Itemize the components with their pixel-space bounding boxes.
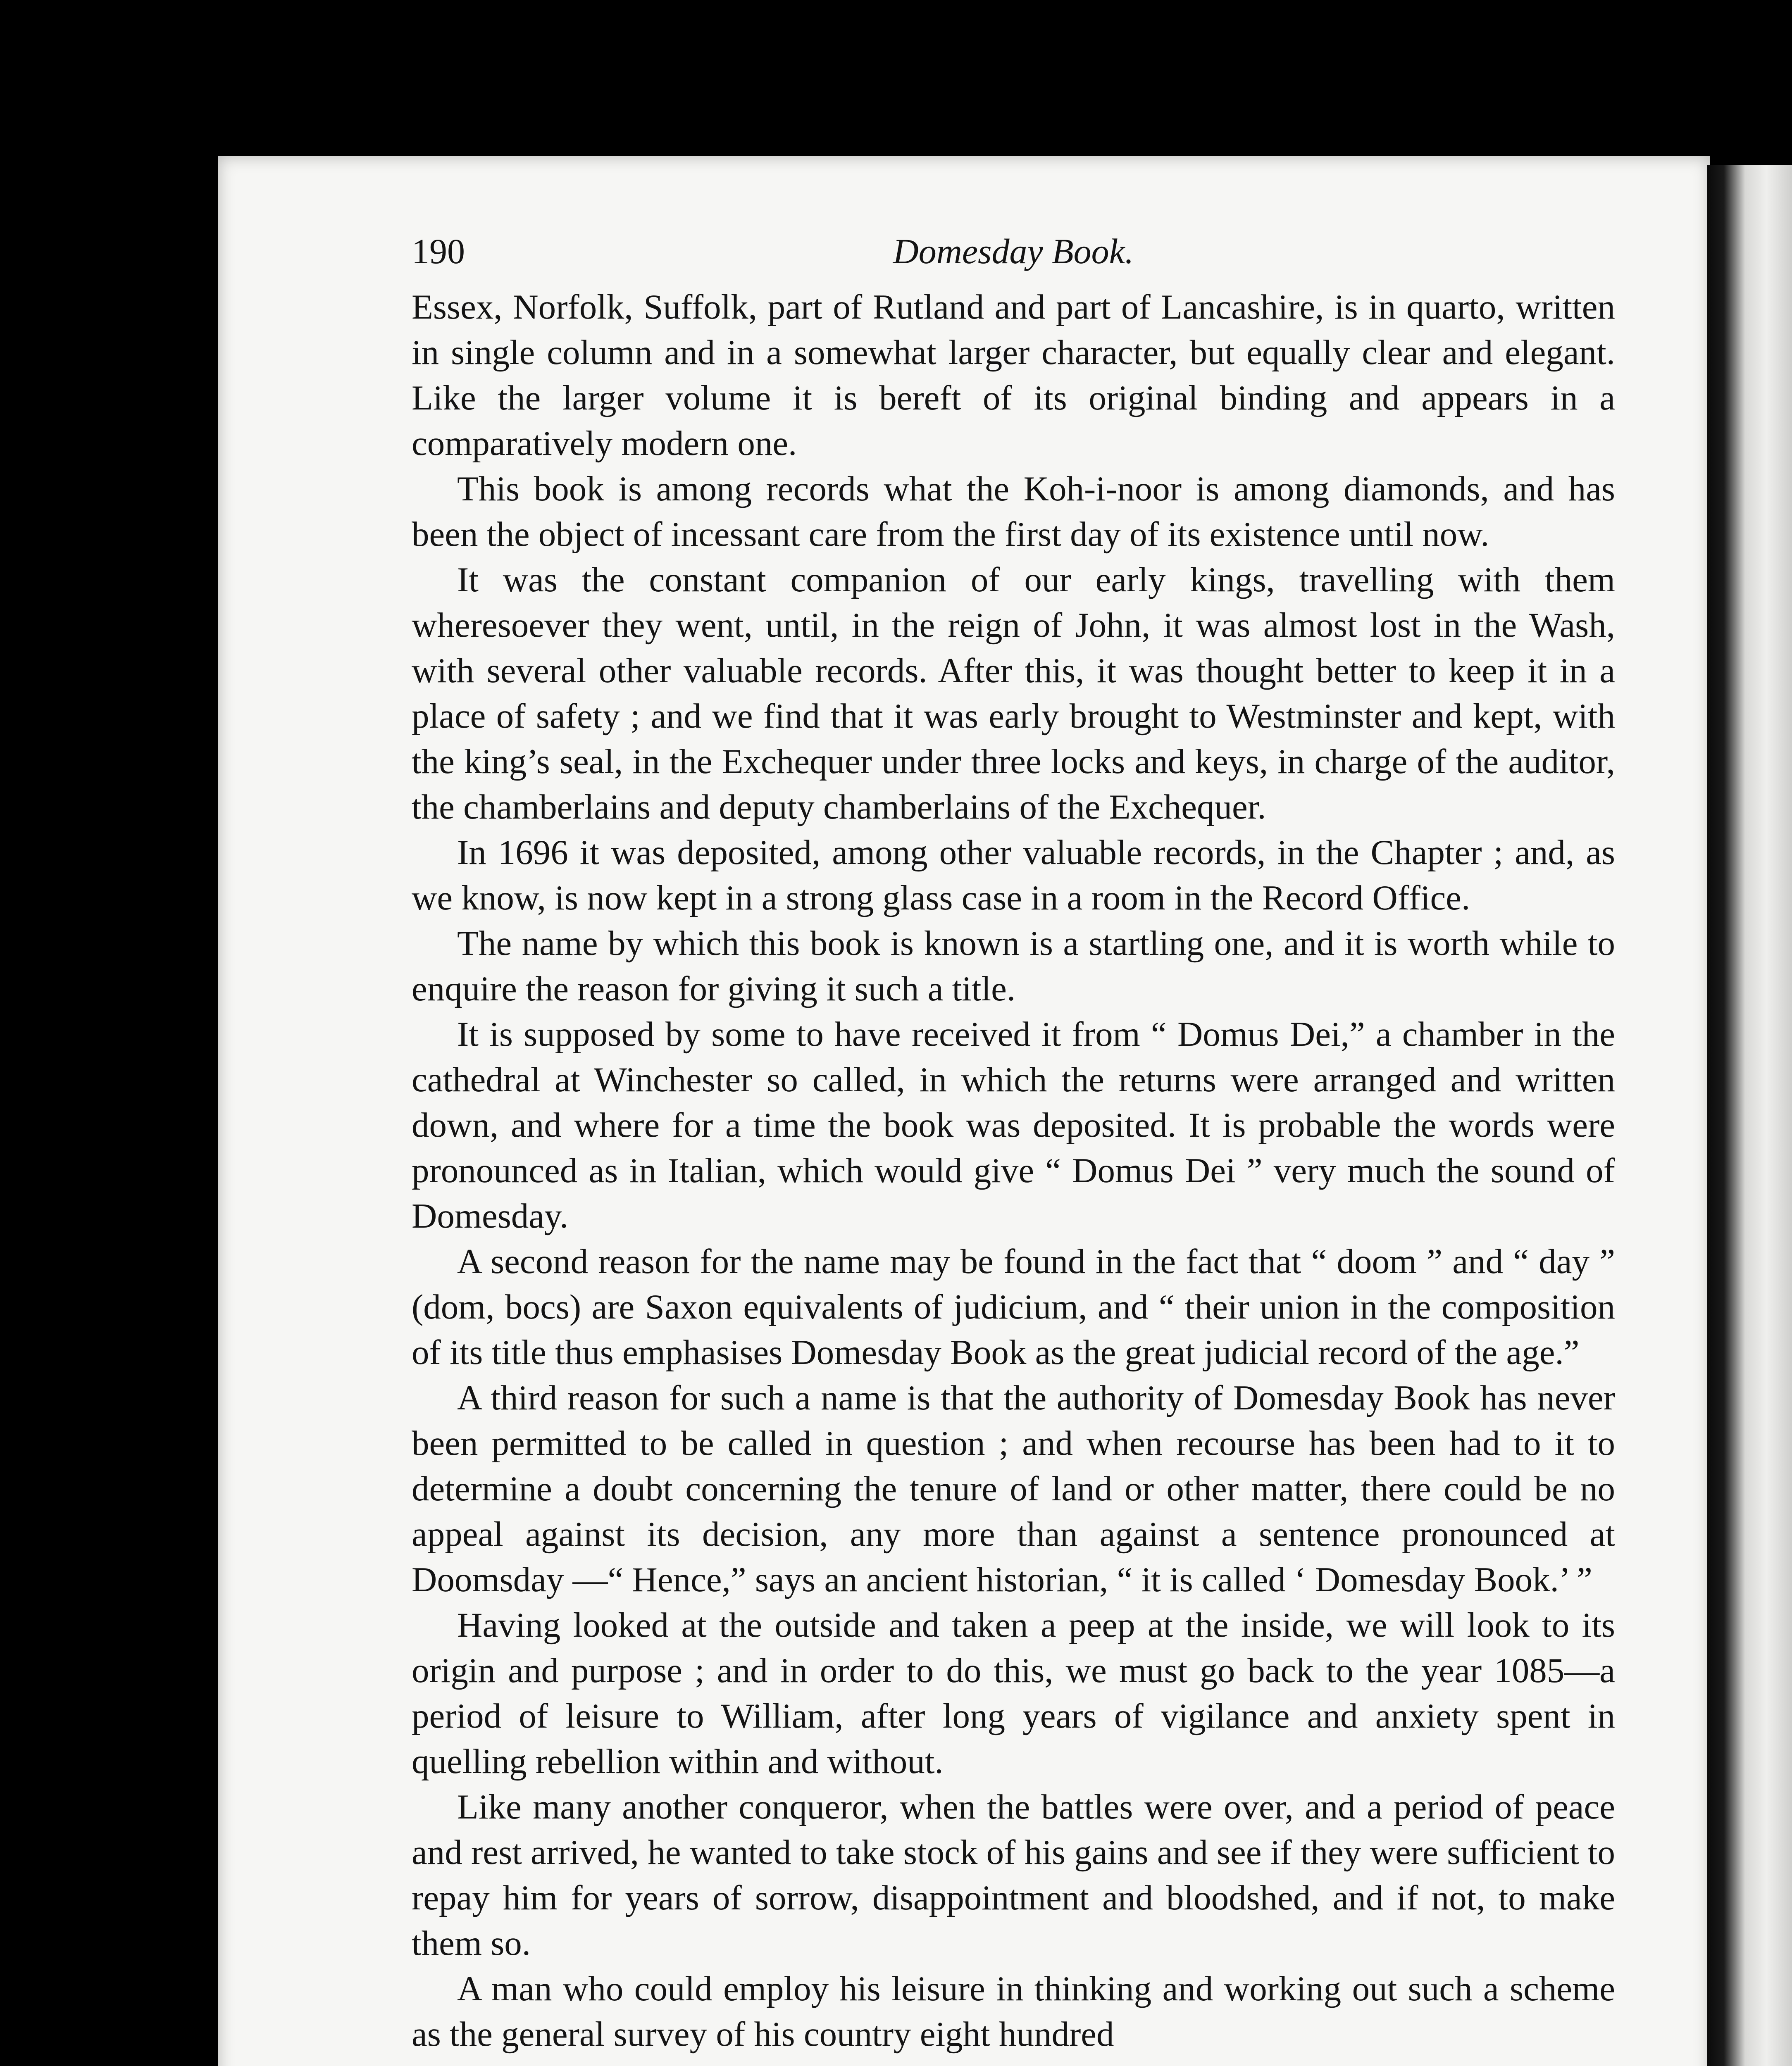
running-head <box>412 218 1615 284</box>
text-block <box>412 218 1615 2057</box>
paragraph-7: A second reason for the name may be found in the fact that “ doom ” and “ day ” (dom, bocs) are Saxon equivalents of judicium, and “ their union in the composition of its title thus emphasises Domesday Book as the great judicial record of the age.” <box>412 1242 1615 1372</box>
paragraph-6: It is supposed by some to have received it from “ Domus Dei,” a chamber in the cathedral at Winchester so called, in which the returns were arranged and written down, and where for a time the book was deposited. It is probable the words were pronounced as in Italian, which would give “ Domus Dei ” very much the sound of Domesday. <box>412 1015 1615 1235</box>
running-title: Domesday Book. <box>893 231 1134 271</box>
paragraph-5: The name by which this book is known is a startling one, and it is worth while to enquire the reason for giving it such a title. <box>412 924 1615 1008</box>
paragraph-3: It was the constant companion of our early kings, travelling with them wheresoever they went, until, in the reign of John, it was almost lost in the Wash, with several other valuable records. After this, it was thought better to keep it in a place of safety ; and we find that it was early brought to Westminster and kept, with the king’s seal, in the Exchequer under three locks and keys, in charge of the auditor, the chamberlains and deputy chamberlains of the Exchequer. <box>412 560 1615 826</box>
book-page <box>218 156 1710 2066</box>
paragraph-10: Like many another conqueror, when the battles were over, and a period of peace and rest arrived, he wanted to take stock of his gains and see if they were sufficient to repay him for years of sorrow, disappointment and bloodshed, and if not, to make them so. <box>412 1788 1615 1963</box>
paragraph-1: Essex, Norfolk, Suffolk, part of Rutland and part of Lancashire, is in quarto, written in single column and in a somewhat larger character, but equally clear and elegant. Like the larger volume it is bereft of its original binding and appears in a comparatively modern one. <box>412 288 1615 463</box>
paragraph-8: A third reason for such a name is that the authority of Domesday Book has never been permitted to be called in question ; and when recourse has been had to it to determine a doubt concerning the tenure of land or other matter, there could be no appeal against its decision, any more than against a sentence pronounced at Doomsday —“ Hence,” says an ancient historian, “ it is called ‘ Domesday Book.’ ” <box>412 1378 1615 1599</box>
paragraph-9: Having looked at the outside and taken a peep at the inside, we will look to its origin and purpose ; and in order to do this, we must go back to the year 1085—a period of leisure to William, after long years of vigilance and anxiety spent in quelling rebellion within and without. <box>412 1606 1615 1781</box>
paragraph-4: In 1696 it was deposited, among other valuable records, in the Chapter ; and, as we know, is now kept in a strong glass case in a room in the Record Office. <box>412 833 1615 917</box>
next-page-edge <box>1707 165 1792 2066</box>
paragraph-11: A man who could employ his leisure in thinking and working out such a scheme as the general survey of his country eight hundred <box>412 1969 1615 2054</box>
page-number: 190 <box>412 231 465 271</box>
paragraph-2: This book is among records what the Koh-i-noor is among diamonds, and has been the object of incessant care from the first day of its existence until now. <box>412 469 1615 554</box>
